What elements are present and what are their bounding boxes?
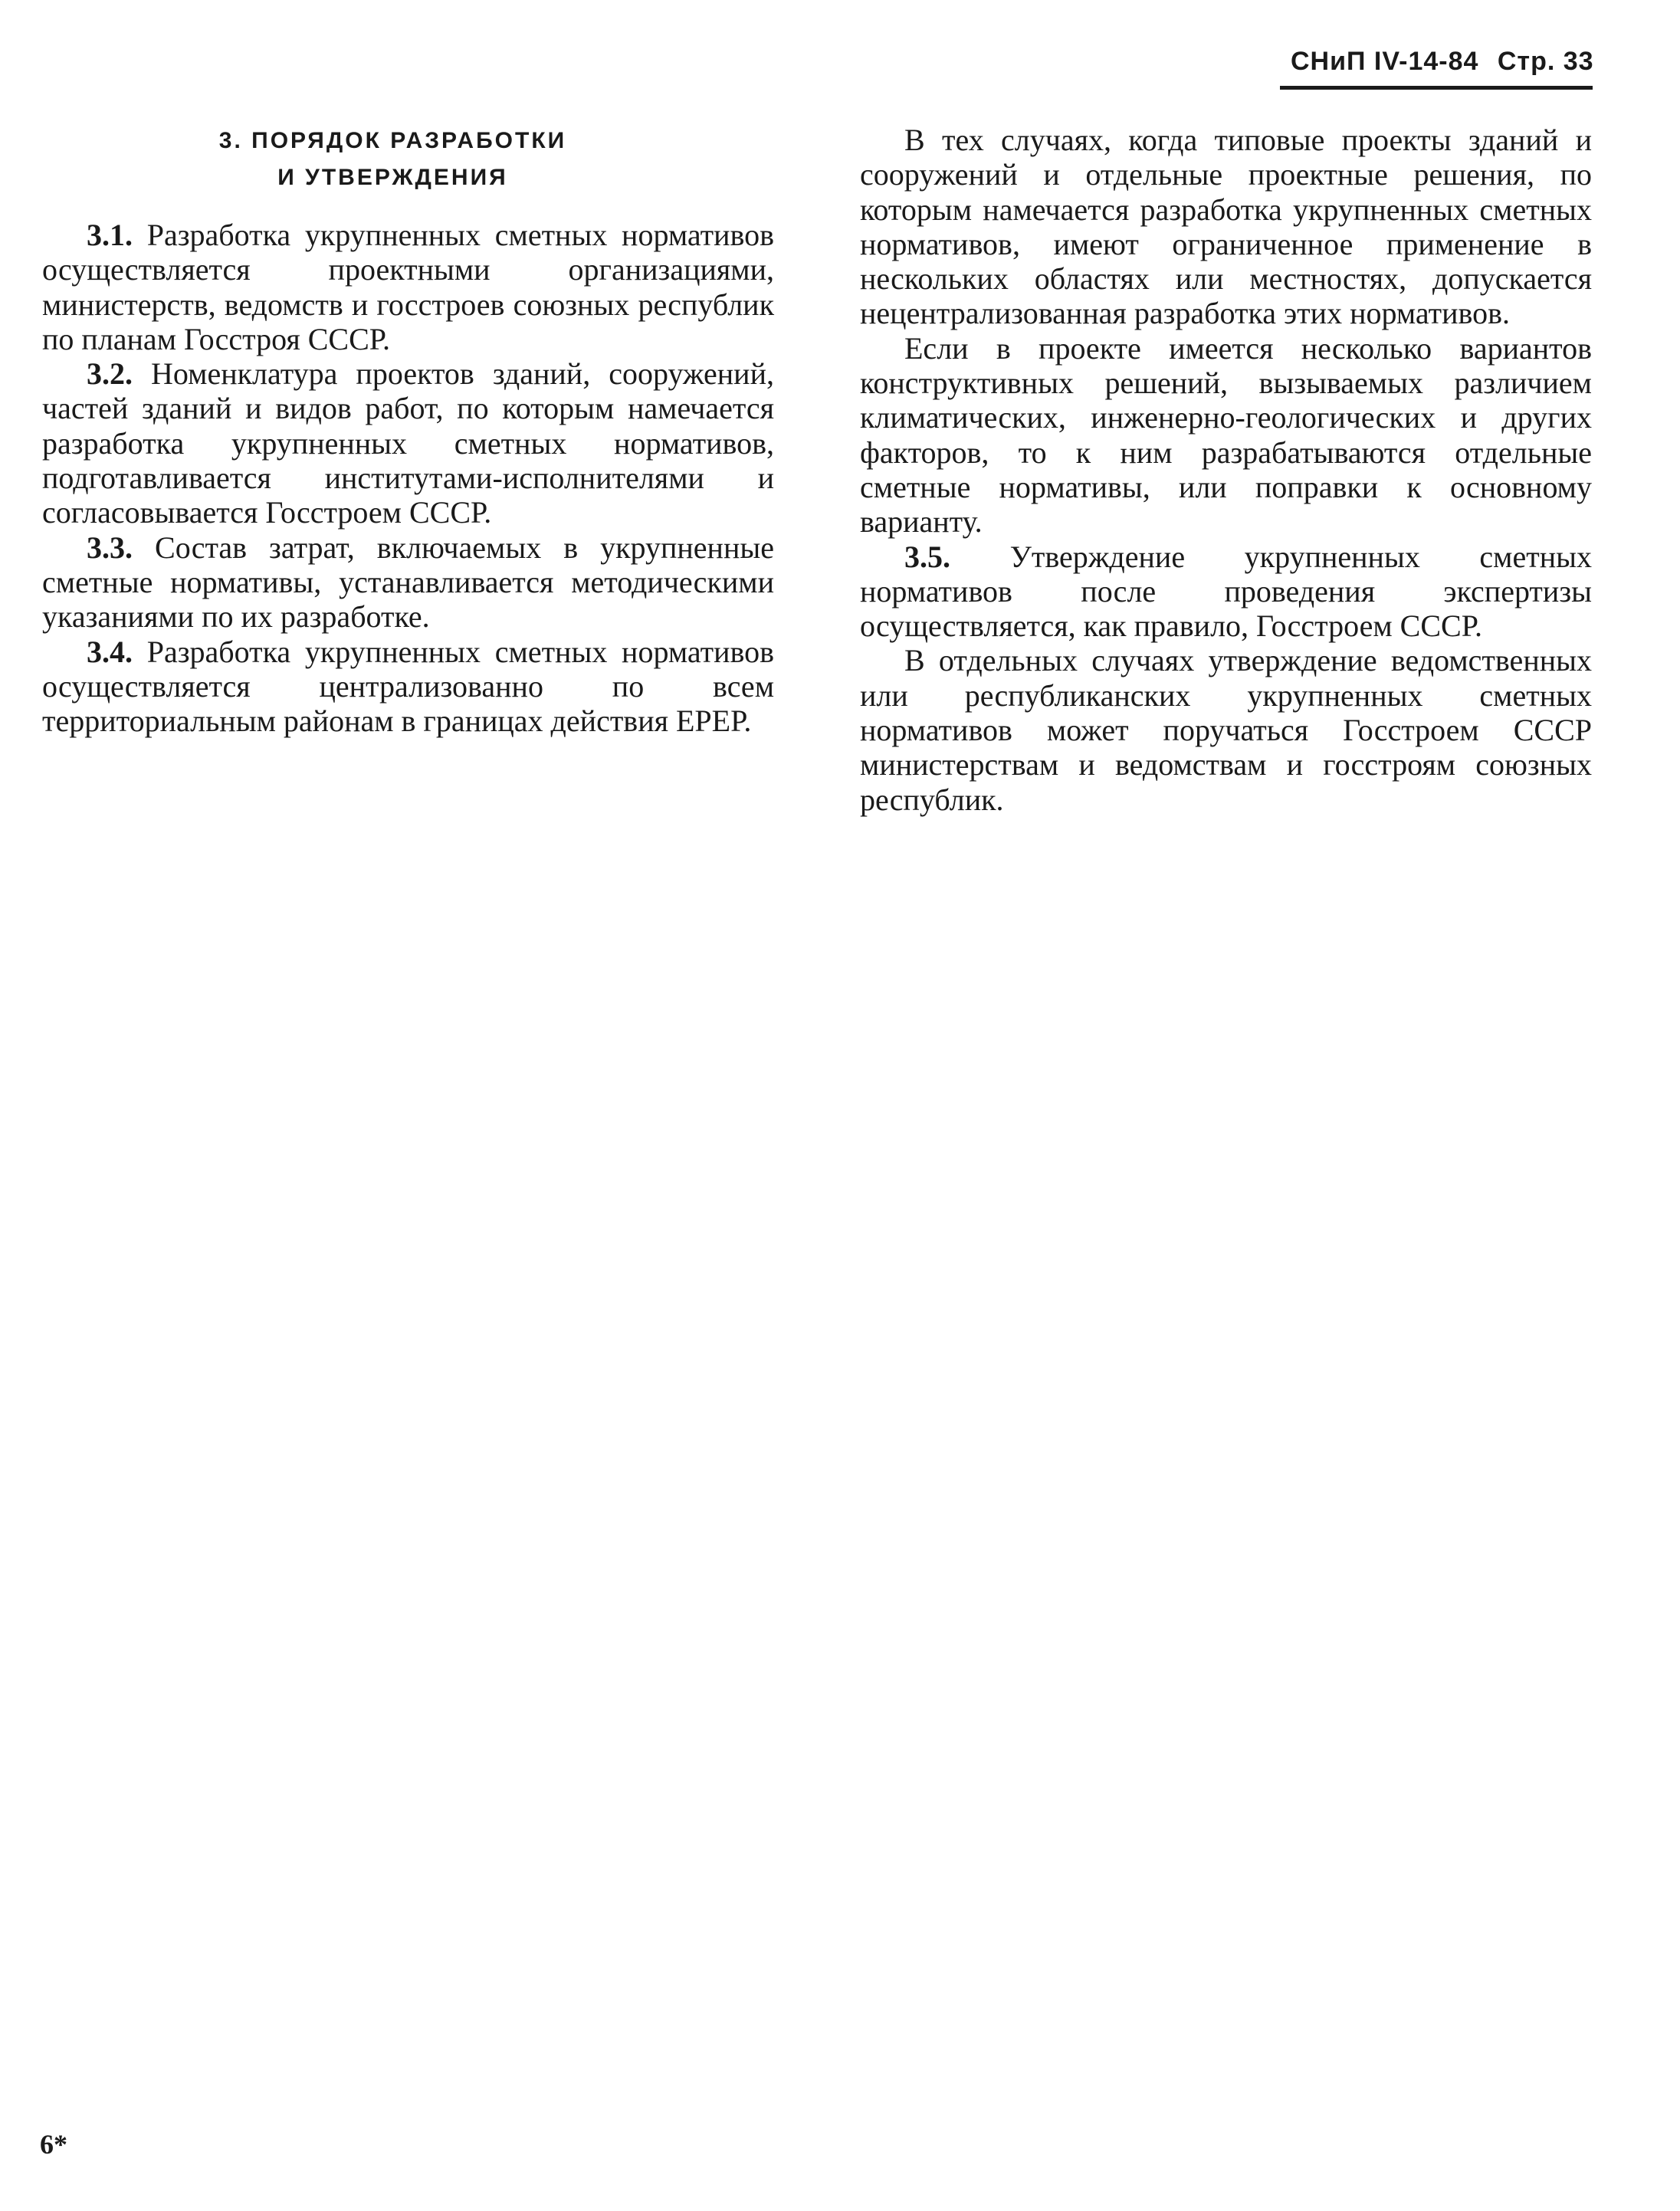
section-heading-line-2: И УТВЕРЖДЕНИЯ [277,165,508,190]
right-column [860,123,1592,817]
clause-text: Состав затрат, включаемых в укрупненные сметные нормативы, устанавливается методическими указаниями по их разработке. [42,530,775,635]
paragraph-text: Если в проекте имеется несколько вариантов конструктивных решений, вызываемых различием климатических, инженерно-геологических и других факторов, то к ним разрабатываются отдельные сметные нормативы, или поправки к основному варианту. [860,330,1592,540]
clause-number: 3.1. [87,218,133,252]
page-folio: 6* [40,2129,67,2160]
clause-number: 3.4. [87,634,133,669]
clause-3-5 [860,540,1592,644]
page-number: Стр. 33 [1497,47,1594,76]
clause-text: Разработка укрупненных сметных нормативов осуществляется проектными организациями, министерств, ведомств и госстроев союзных республик по планам Госстроя СССР. [42,218,774,356]
paragraph-text: В тех случаях, когда типовые проекты зданий и сооружений и отдельные проектные решения, по которым намечается разработка укрупненных сметных нормативов, имеют ограниченное применение в нескольких областях или местностях, допускается нецентрализованная разработка этих нормативов. [860,123,1592,331]
clause-3-4 [42,635,774,739]
clause-3-1 [42,218,774,356]
paragraph-variants [860,331,1592,540]
paragraph-text: В отдельных случаях утверждение ведомственных или республиканских укрупненных сметных нормативов может поручаться Госстроем СССР министерствам и ведомствам и госстроям союзных республик. [860,643,1592,817]
clause-text: Номенклатура проектов зданий, сооружений, частей зданий и видов работ, по которым намечается разработка укрупненных сметных нормативов, подготавливается институтами-исполнителями и согласовывается Госстроем СССР. [42,356,774,530]
paragraph-delegation [860,643,1592,816]
running-header [1280,40,1593,90]
clause-text: Разработка укрупненных сметных нормативов осуществляется централизованно по всем территориальным районам в границах действия ЕРЕР. [42,634,774,739]
clause-3-3 [42,530,774,635]
clause-number: 3.3. [87,530,133,565]
clause-number: 3.2. [87,356,133,392]
paragraph-typical-projects [860,123,1592,331]
clause-text: Утверждение укрупненных сметных нормативов после проведения экспертизы осуществляется, как правило, Госстроем СССР. [860,539,1592,644]
left-column [42,123,774,738]
section-heading [42,123,774,196]
clause-3-2 [42,356,774,530]
document-code: СНиП IV-14-84 [1291,47,1479,76]
clause-number: 3.5. [904,539,950,574]
section-heading-line-1: 3. ПОРЯДОК РАЗРАБОТКИ [218,128,567,153]
